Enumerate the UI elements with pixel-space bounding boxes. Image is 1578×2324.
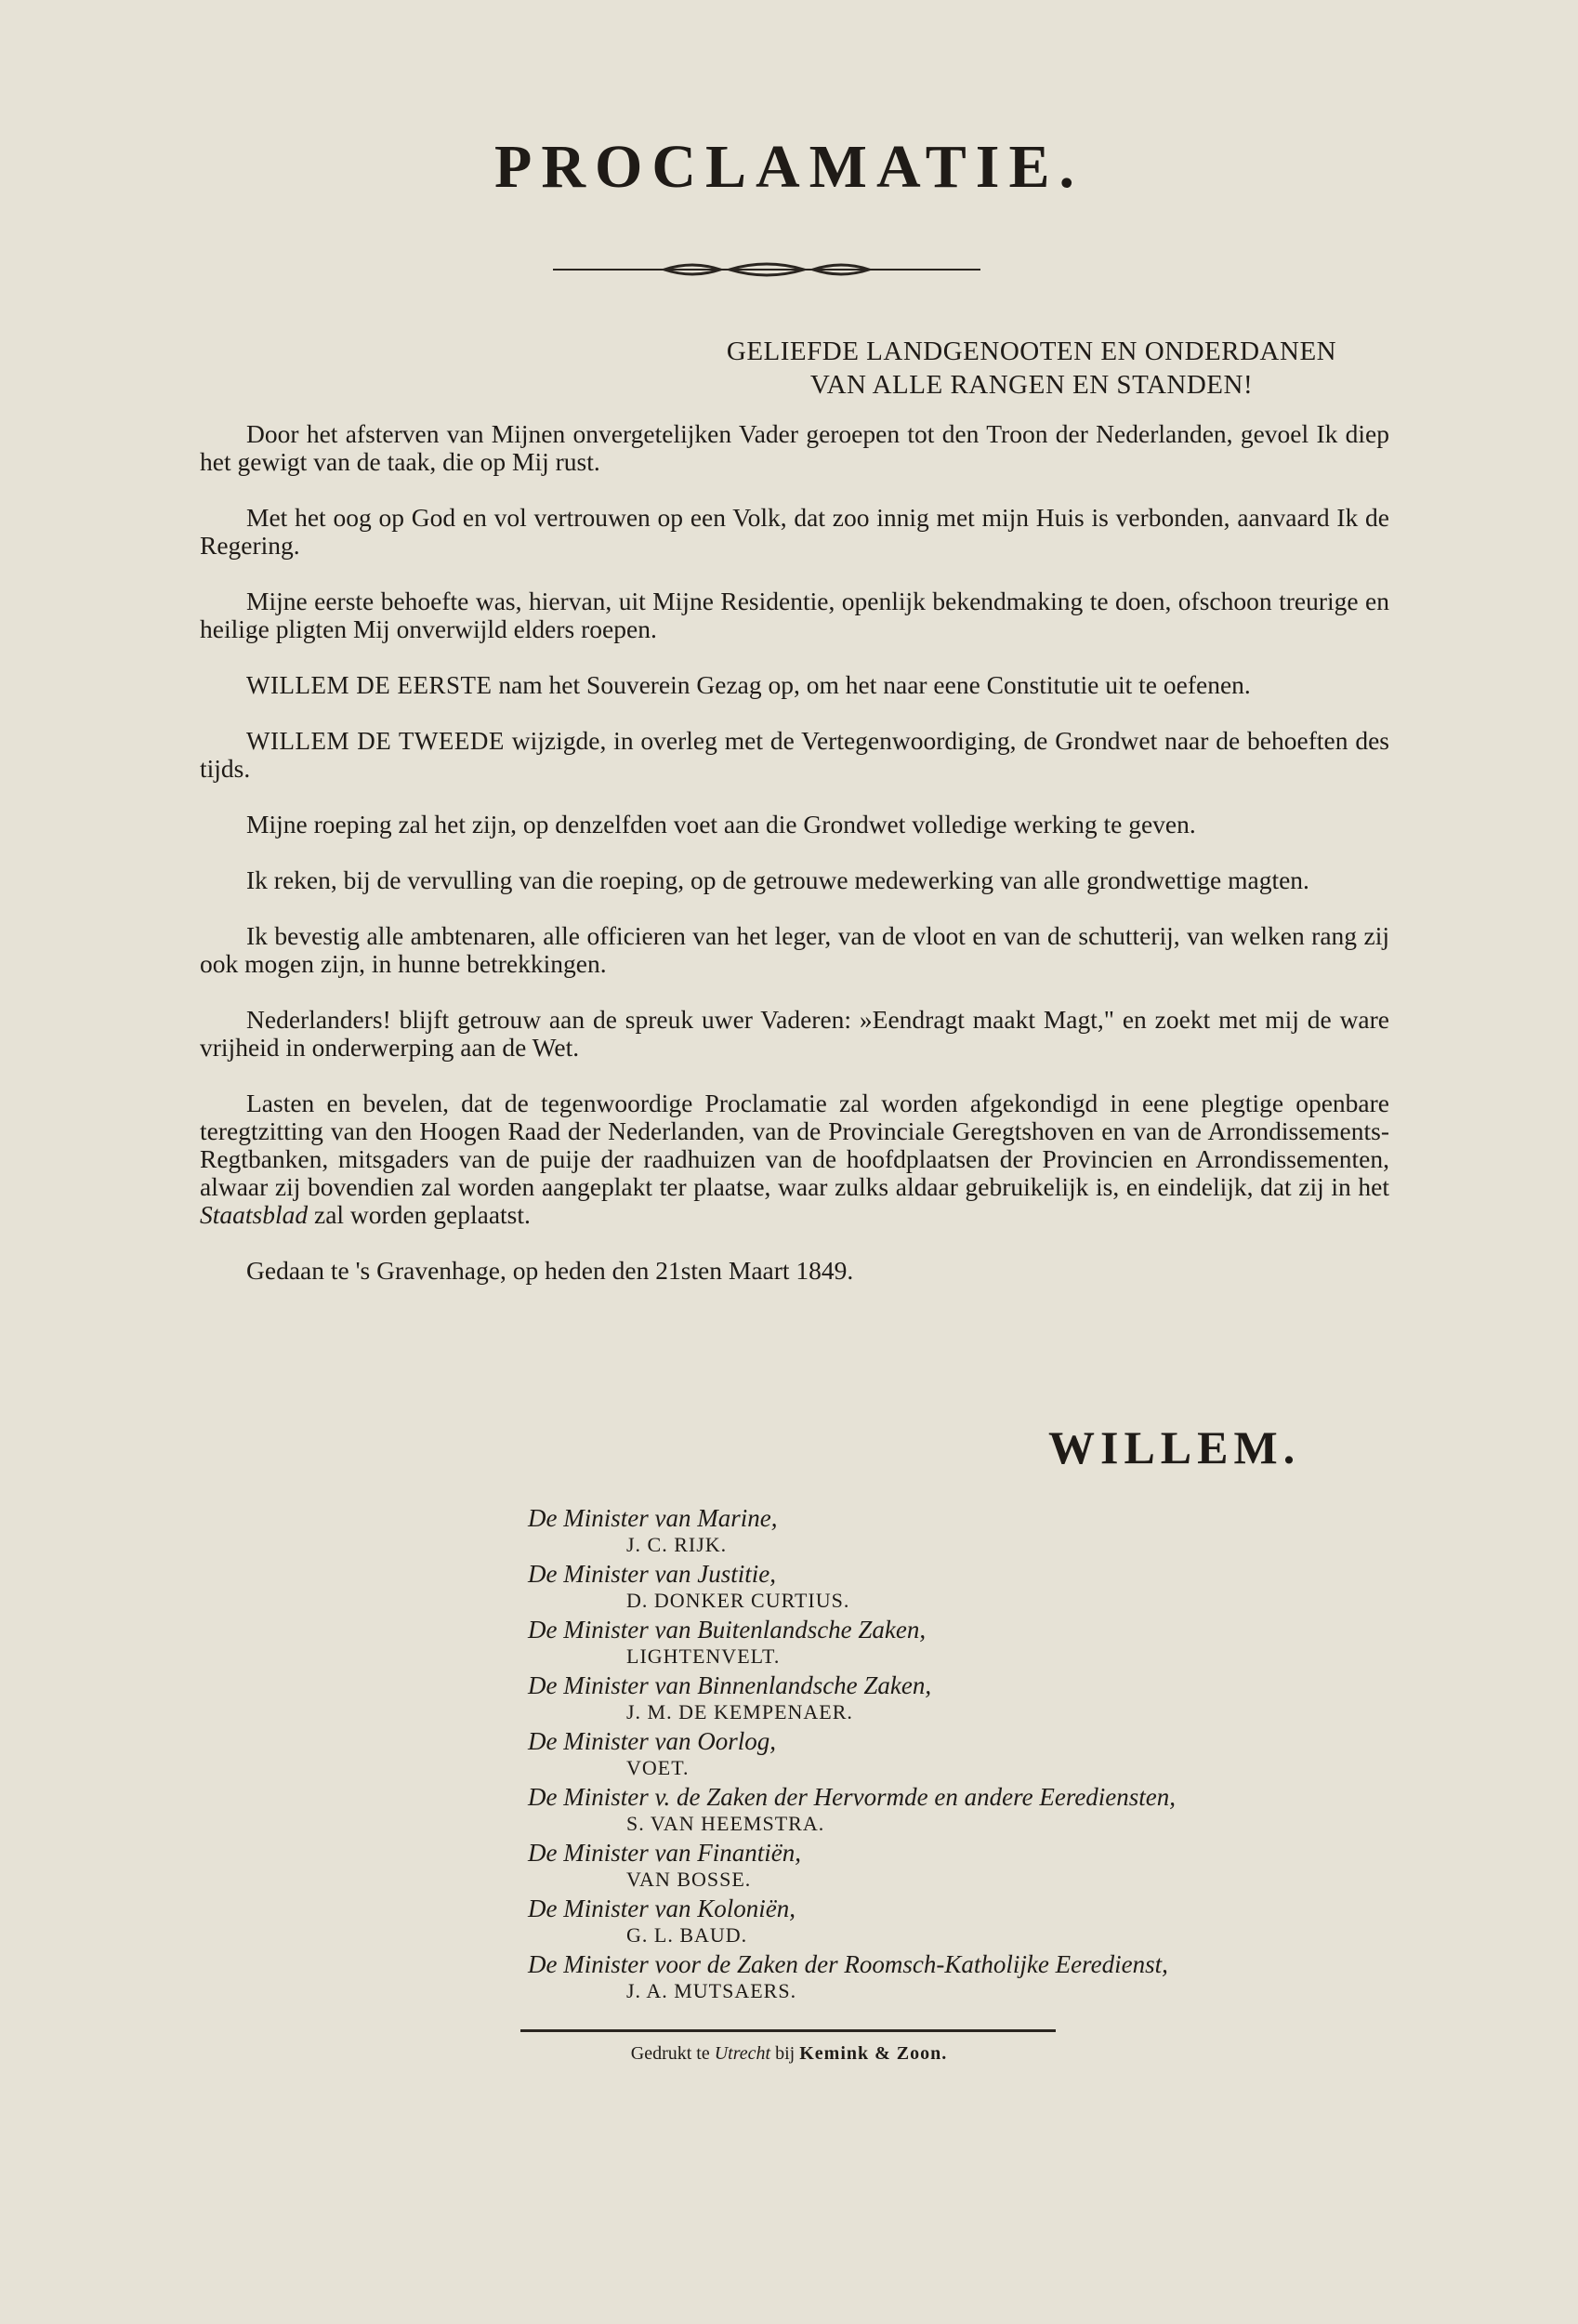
minister-role: De Minister van Koloniën, bbox=[528, 1895, 796, 1922]
paragraph bbox=[200, 727, 1389, 783]
minister-role: De Minister van Marine, bbox=[528, 1504, 778, 1532]
paragraph-text: nam het Souverein Gezag op, om het naar eene Constitutie uit te oefenen. bbox=[492, 670, 1251, 699]
minister-role: De Minister voor de Zaken der Roomsch-Katholijke Eeredienst, bbox=[528, 1950, 1168, 1978]
minister-entry bbox=[528, 1895, 1420, 1950]
printer-firm: Kemink & Zoon. bbox=[799, 2043, 948, 2064]
paragraph bbox=[200, 866, 1389, 894]
minister-entry bbox=[528, 1504, 1420, 1560]
paragraph bbox=[200, 420, 1389, 476]
minister-name: S. VAN HEEMSTRA. bbox=[626, 1812, 825, 1835]
paragraph-lead: WILLEM DE TWEEDE bbox=[246, 727, 505, 755]
minister-role: De Minister van Finantiën, bbox=[528, 1839, 801, 1867]
paragraph bbox=[200, 811, 1389, 838]
minister-role: De Minister van Justitie, bbox=[528, 1560, 776, 1588]
minister-name: VOET. bbox=[626, 1756, 690, 1779]
paragraph-tail: zal worden geplaatst. bbox=[308, 1200, 531, 1229]
salutation-line-1: GELIEFDE LANDGENOOTEN EN ONDERDANEN bbox=[726, 337, 1337, 366]
ornament-divider-icon bbox=[553, 258, 980, 281]
minister-entry bbox=[528, 1616, 1420, 1671]
printer-mid: bij bbox=[770, 2043, 800, 2064]
minister-name: G. L. BAUD. bbox=[626, 1923, 748, 1947]
minister-name: J. A. MUTSAERS. bbox=[626, 1979, 797, 2002]
minister-role: De Minister v. de Zaken der Hervormde en andere Eerediensten, bbox=[528, 1783, 1177, 1811]
paragraph-text: Mijne roeping zal het zijn, op denzelfden voet aan die Grondwet volledige werking te geven. bbox=[246, 810, 1196, 838]
paragraph-text: Door het afsterven van Mijnen onvergetelijken Vader geroepen tot den Troon der Nederlanden, gevoel Ik diep het gewigt van de taak, die op Mij rust. bbox=[200, 419, 1389, 476]
paragraph-text: Nederlanders! blijft getrouw aan de spreuk uwer Vaderen: »Eendragt maakt Magt," en zoekt met mij de ware vrijheid in onderwerping aan de Wet. bbox=[200, 1005, 1389, 1062]
paragraph bbox=[200, 922, 1389, 978]
minister-role: De Minister van Binnenlandsche Zaken, bbox=[528, 1671, 932, 1699]
dateline bbox=[200, 1257, 1389, 1285]
paragraph-text: Met het oog op God en vol vertrouwen op een Volk, dat zoo innig met mijn Huis is verbonden, aanvaard Ik de Regering. bbox=[200, 503, 1389, 560]
paragraph-text: Ik reken, bij de vervulling van die roeping, op de getrouwe medewerking van alle grondwettige magten. bbox=[246, 865, 1309, 894]
minister-name: D. DONKER CURTIUS. bbox=[626, 1589, 850, 1612]
paragraph bbox=[200, 588, 1389, 643]
paragraph-text: Ik bevestig alle ambtenaren, alle officieren van het leger, van de vloot en van de schutterij, van welken rang zij ook mogen zijn, in hunne betrekkingen. bbox=[200, 921, 1389, 978]
staatsblad-italic: Staatsblad bbox=[200, 1200, 309, 1229]
minister-entry bbox=[528, 1950, 1420, 2006]
minister-name: J. M. DE KEMPENAER. bbox=[626, 1700, 853, 1723]
minister-entry bbox=[528, 1783, 1420, 1839]
paragraph-text: Mijne eerste behoefte was, hiervan, uit Mijne Residentie, openlijk bekendmaking te doen, ofschoon treurige en heilige pligten Mij onverwijld elders roepen. bbox=[200, 587, 1389, 643]
minister-entry bbox=[528, 1839, 1420, 1895]
printer-city: Utrecht bbox=[714, 2043, 771, 2064]
proclamation-body bbox=[200, 420, 1389, 1313]
paragraph-text: wijzigde, in overleg met de Vertegenwoordiging, de Grondwet naar de behoeften des tijds. bbox=[200, 726, 1389, 783]
paragraph bbox=[200, 504, 1389, 560]
bottom-rule bbox=[520, 2029, 1056, 2032]
paragraph bbox=[200, 1006, 1389, 1062]
minister-name: J. C. RIJK. bbox=[626, 1533, 728, 1556]
paragraph-text: Lasten en bevelen, dat de tegenwoordige Proclamatie zal worden afgekondigd in eene plegtige openbare teregtzitting van den Hoogen Raad der Nederlanden, van de Provinciale Geregtshoven en van de Arrondissements-Regtbanken, mitsgaders van de puije der raadhuizen van de hoofdplaatsen der Provincien en Arrondissementen, alwaar zij bovendien zal worden aangeplakt ter plaatse, waar zulks aldaar gebruikelijk is, en eindelijk, dat zij in het bbox=[200, 1089, 1389, 1201]
minister-signatures bbox=[528, 1504, 1420, 2006]
minister-entry bbox=[528, 1727, 1420, 1783]
printer-prefix: Gedrukt te bbox=[630, 2043, 715, 2064]
printer-imprint bbox=[0, 2043, 1578, 2065]
royal-signature: WILLEM. bbox=[1048, 1421, 1301, 1473]
minister-role: De Minister van Buitenlandsche Zaken, bbox=[528, 1616, 927, 1644]
document-title: PROCLAMATIE. bbox=[494, 133, 1084, 201]
minister-entry bbox=[528, 1560, 1420, 1616]
minister-entry bbox=[528, 1671, 1420, 1727]
dateline-text: Gedaan te 's Gravenhage, op heden den 21sten Maart 1849. bbox=[246, 1256, 854, 1285]
paragraph bbox=[200, 1089, 1389, 1229]
salutation-line-2: VAN ALLE RANGEN EN STANDEN! bbox=[809, 370, 1254, 400]
paragraph bbox=[200, 671, 1389, 699]
minister-role: De Minister van Oorlog, bbox=[528, 1727, 776, 1755]
minister-name: VAN BOSSE. bbox=[626, 1868, 752, 1891]
minister-name: LIGHTENVELT. bbox=[626, 1644, 781, 1668]
paragraph-lead: WILLEM DE EERSTE bbox=[246, 671, 493, 699]
